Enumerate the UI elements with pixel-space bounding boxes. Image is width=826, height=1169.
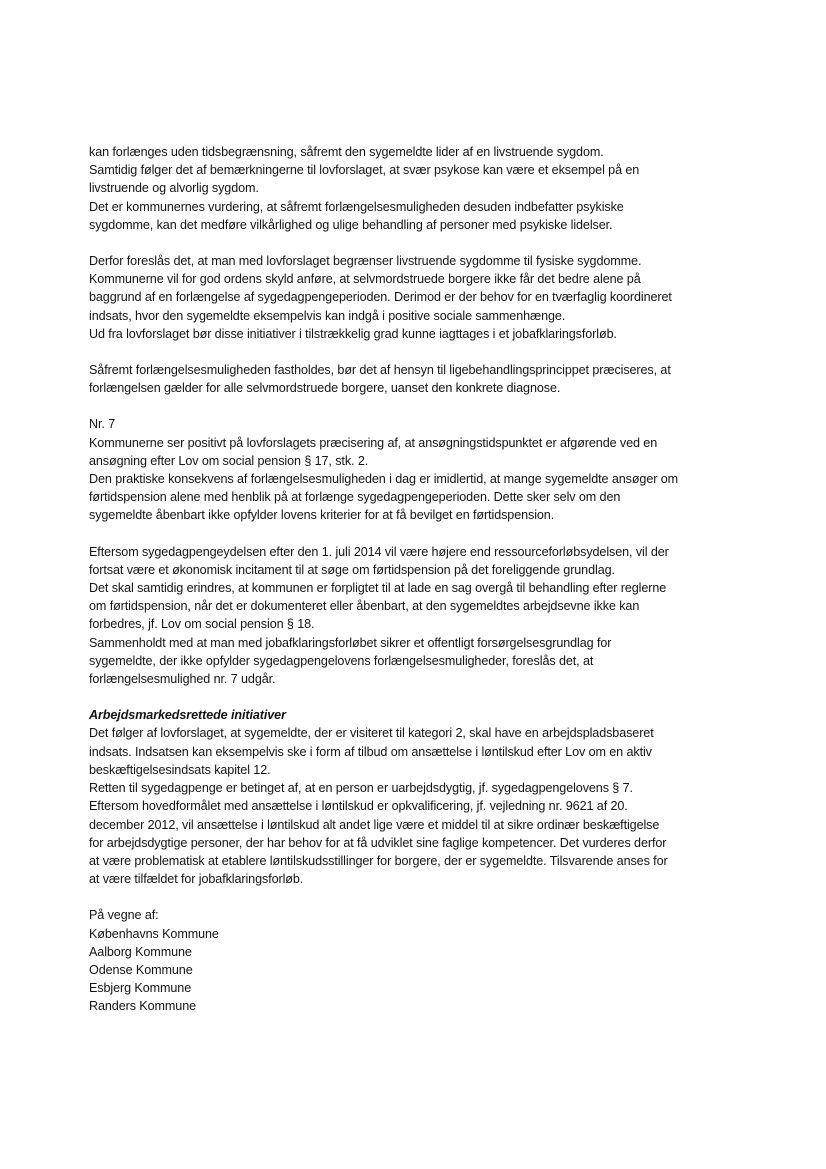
- paragraph-nr-7: [89, 415, 749, 524]
- text-line: at være problematisk at etablere løntilskudsstillinger for borgere, der er sygemeldte. Tilsvarende anses for: [89, 853, 668, 868]
- text-line: sygdomme, kan det medføre vilkårlighed og ulige behandling af personer med psykiske lidelser.: [89, 217, 613, 232]
- paragraph-labour-market-initiatives: [89, 706, 749, 888]
- text-line: baggrund af en forlængelse af sygedagpengeperioden. Derimod er der behov for en tværfaglig koordineret: [89, 290, 672, 305]
- text-line: Eftersom hovedformålet med ansættelse i løntilskud er opkvalificering, jf. vejledning nr. 9621 af 20.: [89, 799, 628, 814]
- text-line: forbedres, jf. Lov om social pension § 18.: [89, 617, 315, 632]
- text-line: Sammenholdt med at man med jobafklaringsforløbet sikrer et offentligt forsørgelsesgrundlag for: [89, 635, 612, 650]
- text-line: sygemeldte, der ikke opfylder sygedagpengelovens forlængelsesmuligheder, foreslås det, at: [89, 653, 594, 668]
- text-line: kan forlænges uden tidsbegrænsning, såfremt den sygemeldte lider af en livstruende sygdom.: [89, 145, 604, 159]
- text-line: Det er kommunernes vurdering, at såfremt forlængelsesmuligheden desuden indbefatter psykiske: [89, 199, 624, 214]
- text-line: Samtidig følger det af bemærkningerne til lovforslaget, at svær psykose kan være et eksempel på en: [89, 163, 640, 178]
- signatory-municipality: Københavns Kommune: [89, 926, 219, 941]
- document-page: [89, 143, 749, 1016]
- text-line: forlængelsesmulighed nr. 7 udgår.: [89, 672, 276, 687]
- signatory-municipality: Esbjerg Kommune: [89, 981, 192, 996]
- text-line: indsats. Indsatsen kan eksempelvis ske i form af tilbud om ansættelse i løntilskud efter Lov om en aktiv: [89, 744, 652, 759]
- text-line: Det følger af lovforslaget, at sygemeldte, der er visiteret til kategori 2, skal have en arbejdspladsbaseret: [89, 726, 654, 741]
- text-line: beskæftigelsesindsats kapitel 12.: [89, 762, 271, 777]
- text-line: Nr. 7: [89, 417, 116, 432]
- text-line: førtidspension alene med henblik på at forlænge sygedagpengeperioden. Dette sker selv om den: [89, 490, 621, 505]
- section-heading: Arbejdsmarkedsrettede initiativer: [89, 708, 286, 723]
- signature-intro: På vegne af:: [89, 908, 159, 923]
- signatory-municipality: Aalborg Kommune: [89, 944, 192, 959]
- text-line: Det skal samtidig erindres, at kommunen er forpligtet til at lade en sag overgå til behandling efter reglerne: [89, 581, 667, 596]
- text-line: Kommunerne ser positivt på lovforslagets præcisering af, at ansøgningstidspunktet er afgørende ved en: [89, 435, 658, 450]
- text-line: Ud fra lovforslaget bør disse initiativer i tilstrækkelig grad kunne iagttages i et jobafklaringsforløb.: [89, 326, 617, 341]
- text-line: livstruende og alvorlig sygdom.: [89, 181, 259, 196]
- text-line: Retten til sygedagpenge er betinget af, at en person er uarbejdsdygtig, jf. sygedagpengelovens § 7.: [89, 781, 633, 796]
- paragraph-proposal: [89, 252, 749, 343]
- signatory-municipality: Randers Kommune: [89, 999, 196, 1014]
- text-line: Kommunerne vil for god ordens skyld anføre, at selvmordstruede borgere ikke får det bedre alene på: [89, 272, 641, 287]
- signature-block: [89, 906, 749, 1015]
- text-line: om førtidspension, når det er dokumenteret eller åbenbart, at den sygemeldtes arbejdsevne ikke kan: [89, 599, 640, 614]
- signatory-municipality: Odense Kommune: [89, 962, 193, 977]
- paragraph-pension-incentive: [89, 543, 749, 689]
- text-line: fortsat være et økonomisk incitament til at søge om førtidspension på det foreliggende grundlag.: [89, 562, 615, 577]
- text-line: indsats, hvor den sygemeldte eksempelvis kan indgå i positive sociale sammenhænge.: [89, 308, 566, 323]
- text-line: Den praktiske konsekvens af forlængelsesmuligheden i dag er imidlertid, at mange sygemeldte ansøger om: [89, 472, 679, 487]
- text-line: at være tilfældet for jobafklaringsforløb.: [89, 872, 304, 887]
- text-line: Såfremt forlængelsesmuligheden fastholdes, bør det af hensyn til ligebehandlingsprincippet præciseres, at: [89, 363, 671, 378]
- text-line: for arbejdsdygtige personer, der har behov for at få udviklet sine faglige kompetencer. Det vurderes derfor: [89, 835, 667, 850]
- text-line: ansøgning efter Lov om social pension § 17, stk. 2.: [89, 453, 369, 468]
- text-line: Eftersom sygedagpengeydelsen efter den 1. juli 2014 vil være højere end ressourceforløbsydelsen, vil der: [89, 544, 669, 559]
- text-line: december 2012, vil ansættelse i løntilskud alt andet lige være et middel til at sikre ordinær beskæftigelse: [89, 817, 660, 832]
- text-line: Derfor foreslås det, at man med lovforslaget begrænser livstruende sygdomme til fysiske sygdomme.: [89, 254, 642, 269]
- paragraph-equal-treatment: [89, 361, 749, 397]
- text-line: forlængelsen gælder for alle selvmordstruede borgere, uanset den konkrete diagnose.: [89, 381, 561, 396]
- text-line: sygemeldte åbenbart ikke opfylder lovens kriterier for at få bevilget en førtidspension.: [89, 508, 555, 523]
- paragraph-sickness-definition: [89, 143, 749, 234]
